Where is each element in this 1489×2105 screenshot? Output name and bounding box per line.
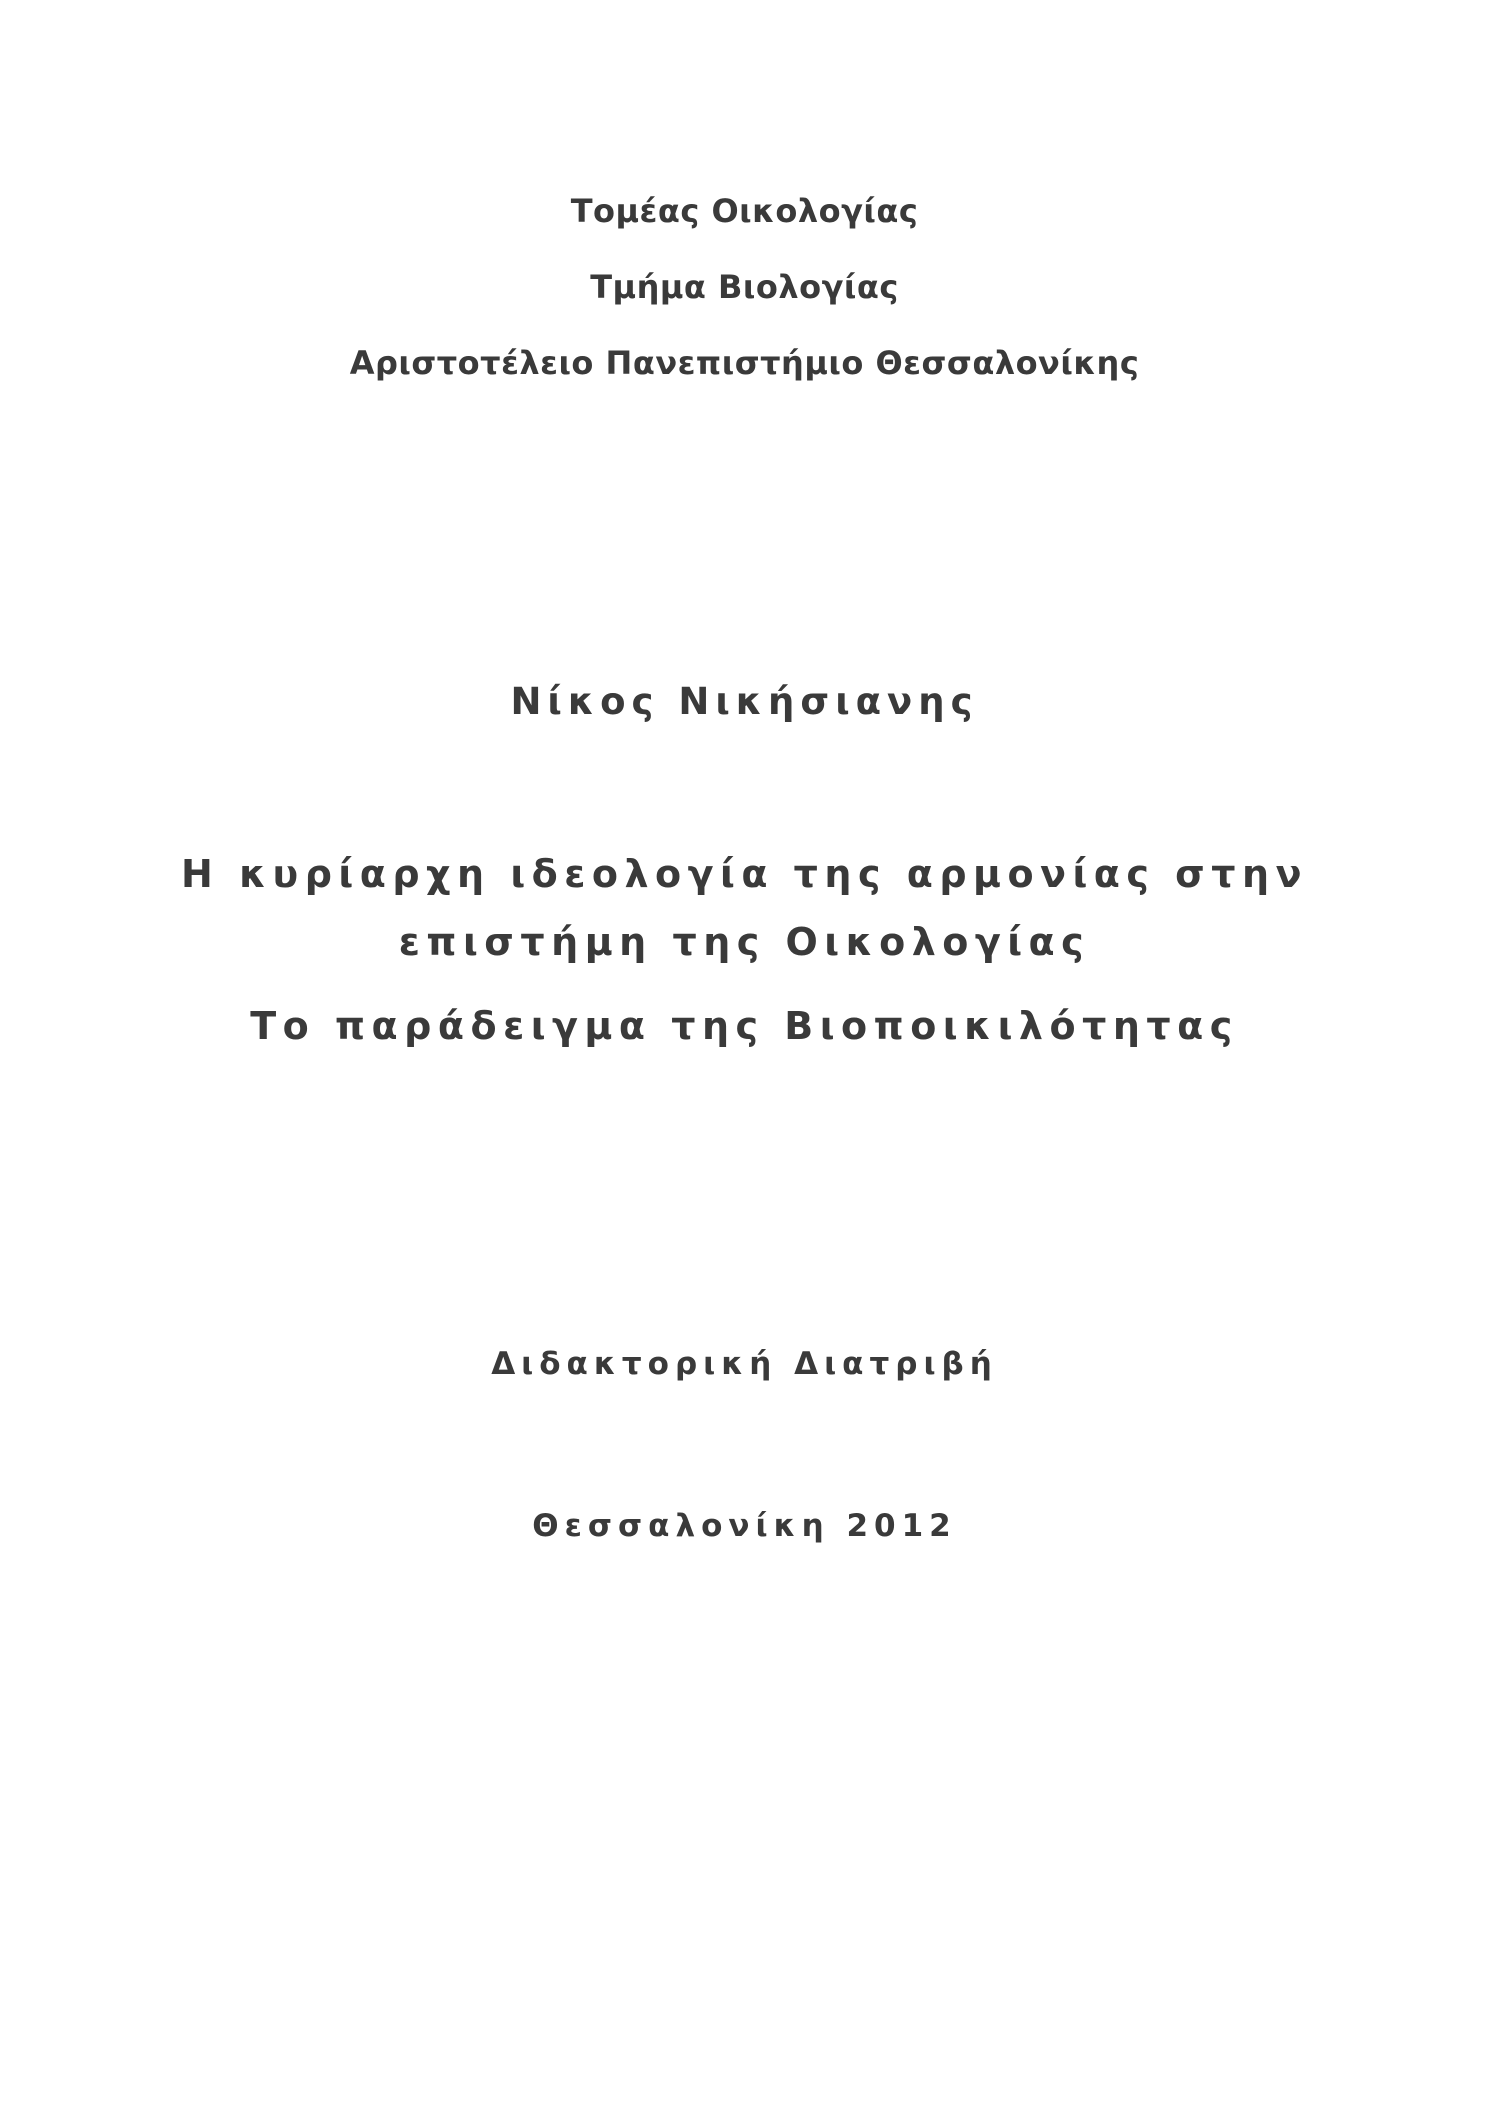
author-name: Νίκος Νικήσιανης bbox=[510, 680, 979, 723]
department-name: Τμήμα Βιολογίας bbox=[590, 268, 899, 306]
sector-name: Τομέας Οικολογίας bbox=[570, 192, 919, 230]
place-year: Θεσσαλονίκη 2012 bbox=[532, 1508, 957, 1544]
document-type: Διδακτορική Διατριβή bbox=[491, 1346, 998, 1382]
thesis-title-line-1: Η κυρίαρχη ιδεολογία της αρμονίας στην bbox=[181, 852, 1308, 896]
thesis-title-line-2: επιστήμη της Οικολογίας bbox=[398, 920, 1091, 964]
thesis-subtitle: Το παράδειγμα της Βιοποικιλότητας bbox=[250, 1004, 1239, 1048]
university-name: Αριστοτέλειο Πανεπιστήμιο Θεσσαλονίκης bbox=[349, 344, 1140, 382]
